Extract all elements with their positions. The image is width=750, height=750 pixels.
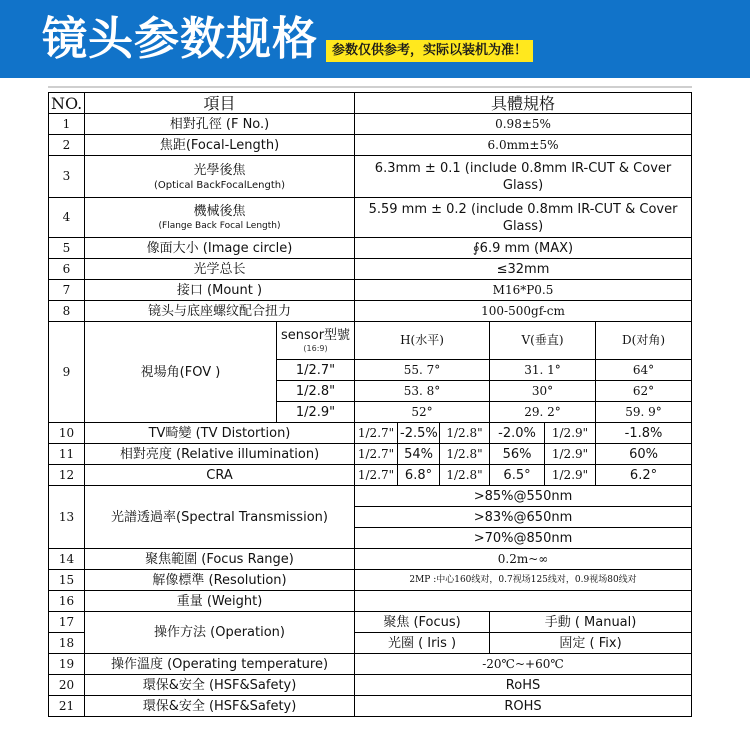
row-item-cn: 機械後焦 — [193, 203, 246, 219]
row-no: 15 — [49, 570, 85, 591]
size-cell: 1/2.7" — [355, 423, 398, 444]
value-cell: 6.5° — [490, 465, 545, 486]
table-row — [49, 198, 692, 238]
banner — [0, 0, 750, 78]
row-spec: 100-500gf-cm — [355, 301, 692, 322]
fov-v: 31. 1° — [490, 360, 596, 381]
banner-note: 参数仅供参考，实际以装机为准！ — [326, 40, 533, 62]
table-row — [49, 549, 692, 570]
fov-d: 62° — [596, 381, 692, 402]
row-no: 20 — [49, 675, 85, 696]
fov-size: 1/2.9" — [277, 402, 355, 423]
table-row — [49, 238, 692, 259]
row-spec-line2: Glass) — [502, 177, 544, 193]
row-item: 環保&安全 (HSF&Safety) — [85, 696, 355, 717]
row-spec — [355, 156, 692, 198]
size-cell: 1/2.8" — [440, 465, 490, 486]
row-spec: ∮6.9 mm (MAX) — [355, 238, 692, 259]
spec-table — [48, 92, 692, 717]
row-item: 環保&安全 (HSF&Safety) — [85, 675, 355, 696]
row-no: 6 — [49, 259, 85, 280]
row-spec: ≤32mm — [355, 259, 692, 280]
fov-h-header: H(水平) — [355, 322, 490, 360]
table-row — [49, 675, 692, 696]
header-spec: 具體規格 — [355, 93, 692, 114]
row-item — [85, 156, 355, 198]
operation-value: 固定 ( Fix) — [490, 633, 692, 654]
sensor-label-sub: (16:9) — [303, 344, 328, 353]
value-cell: 54% — [398, 444, 440, 465]
size-cell: 1/2.7" — [355, 465, 398, 486]
row-no: 17 — [49, 612, 85, 633]
row-spec: 0.98±5% — [355, 114, 692, 135]
operation-value: 手動 ( Manual) — [490, 612, 692, 633]
row-no: 7 — [49, 280, 85, 301]
table-row — [49, 612, 692, 633]
row-item: 相對孔徑 (F No.) — [85, 114, 355, 135]
row-item-en: (Optical BackFocalLength) — [154, 179, 285, 191]
fov-d: 59. 9° — [596, 402, 692, 423]
row-spec: -20℃~+60℃ — [355, 654, 692, 675]
value-cell: 56% — [490, 444, 545, 465]
row-spec-line1: 6.3mm ± 0.1 (include 0.8mm IR-CUT & Cover — [374, 160, 672, 176]
size-cell: 1/2.9" — [545, 423, 596, 444]
row-no: 3 — [49, 156, 85, 198]
row-spec: 6.0mm±5% — [355, 135, 692, 156]
value-cell: 6.8° — [398, 465, 440, 486]
row-no: 9 — [49, 322, 85, 423]
row-item-cn: 光學後焦 — [193, 162, 246, 178]
row-no: 16 — [49, 591, 85, 612]
sensor-label — [277, 322, 355, 360]
row-item: 镜头与底座螺纹配合扭力 — [85, 301, 355, 322]
table-row — [49, 423, 692, 444]
row-spec: 0.2m~∞ — [355, 549, 692, 570]
row-spec: >83%@650nm — [355, 507, 692, 528]
size-cell: 1/2.7" — [355, 444, 398, 465]
row-no: 2 — [49, 135, 85, 156]
row-item: 操作溫度 (Operating temperature) — [85, 654, 355, 675]
row-no: 10 — [49, 423, 85, 444]
size-cell: 1/2.8" — [440, 423, 490, 444]
row-spec — [355, 198, 692, 238]
row-item: 像面大小 (Image circle) — [85, 238, 355, 259]
value-cell: -2.5% — [398, 423, 440, 444]
row-spec: 2MP :中心160线对，0.7视场125线对，0.9视场80线对 — [355, 570, 692, 591]
row-item: TV畸變 (TV Distortion) — [85, 423, 355, 444]
value-cell: 60% — [596, 444, 692, 465]
row-spec: RoHS — [355, 675, 692, 696]
fov-d-header: D(对角) — [596, 322, 692, 360]
row-item: 光学总长 — [85, 259, 355, 280]
row-item: 焦距(Focal-Length) — [85, 135, 355, 156]
row-no: 8 — [49, 301, 85, 322]
row-no: 11 — [49, 444, 85, 465]
fov-h: 52° — [355, 402, 490, 423]
fov-size: 1/2.7" — [277, 360, 355, 381]
row-item: 視場角(FOV ) — [85, 322, 277, 423]
fov-v: 29. 2° — [490, 402, 596, 423]
row-no: 4 — [49, 198, 85, 238]
operation-label: 光圈 ( Iris ) — [355, 633, 490, 654]
fov-h: 55. 7° — [355, 360, 490, 381]
row-item: 操作方法 (Operation) — [85, 612, 355, 654]
row-spec-line1: 5.59 mm ± 0.2 (include 0.8mm IR-CUT & Cover — [368, 201, 678, 217]
table-row — [49, 301, 692, 322]
row-item-en: (Flange Back Focal Length) — [158, 220, 281, 231]
row-no: 5 — [49, 238, 85, 259]
table-row — [49, 135, 692, 156]
value-cell: 6.2° — [596, 465, 692, 486]
row-no: 12 — [49, 465, 85, 486]
row-spec: M16*P0.5 — [355, 280, 692, 301]
row-item: 重量 (Weight) — [85, 591, 355, 612]
table-row — [49, 114, 692, 135]
row-no: 1 — [49, 114, 85, 135]
table-row — [49, 322, 692, 360]
fov-d: 64° — [596, 360, 692, 381]
fov-v-header: V(垂直) — [490, 322, 596, 360]
fov-h: 53. 8° — [355, 381, 490, 402]
fov-size: 1/2.8" — [277, 381, 355, 402]
row-spec: >85%@550nm — [355, 486, 692, 507]
size-cell: 1/2.9" — [545, 444, 596, 465]
row-item: 相對亮度 (Relative illumination) — [85, 444, 355, 465]
header-no: NO. — [49, 93, 85, 114]
operation-label: 聚焦 (Focus) — [355, 612, 490, 633]
sensor-label-text: sensor型號 — [280, 328, 351, 343]
row-no: 21 — [49, 696, 85, 717]
row-no: 18 — [49, 633, 85, 654]
value-cell: -1.8% — [596, 423, 692, 444]
table-row — [49, 259, 692, 280]
row-no: 13 — [49, 486, 85, 549]
row-item: 解像標準 (Resolution) — [85, 570, 355, 591]
size-cell: 1/2.8" — [440, 444, 490, 465]
header-item: 項目 — [85, 93, 355, 114]
table-row — [49, 156, 692, 198]
row-no: 14 — [49, 549, 85, 570]
fov-v: 30° — [490, 381, 596, 402]
row-spec: ROHS — [355, 696, 692, 717]
banner-title: 镜头参数规格 — [42, 12, 319, 65]
table-row — [49, 696, 692, 717]
table-row — [49, 591, 692, 612]
row-item: CRA — [85, 465, 355, 486]
table-row — [49, 486, 692, 507]
row-item: 接口 (Mount ) — [85, 280, 355, 301]
divider — [48, 86, 692, 88]
row-spec-line2: Glass) — [502, 218, 544, 234]
header-row — [49, 93, 692, 114]
row-spec — [355, 591, 692, 612]
table-row — [49, 280, 692, 301]
table-row — [49, 654, 692, 675]
value-cell: -2.0% — [490, 423, 545, 444]
row-item — [85, 198, 355, 238]
table-row — [49, 570, 692, 591]
row-no: 19 — [49, 654, 85, 675]
size-cell: 1/2.9" — [545, 465, 596, 486]
row-spec: >70%@850nm — [355, 528, 692, 549]
table-row — [49, 465, 692, 486]
row-item: 光譜透過率(Spectral Transmission) — [85, 486, 355, 549]
table-row — [49, 444, 692, 465]
row-item: 聚焦範圍 (Focus Range) — [85, 549, 355, 570]
